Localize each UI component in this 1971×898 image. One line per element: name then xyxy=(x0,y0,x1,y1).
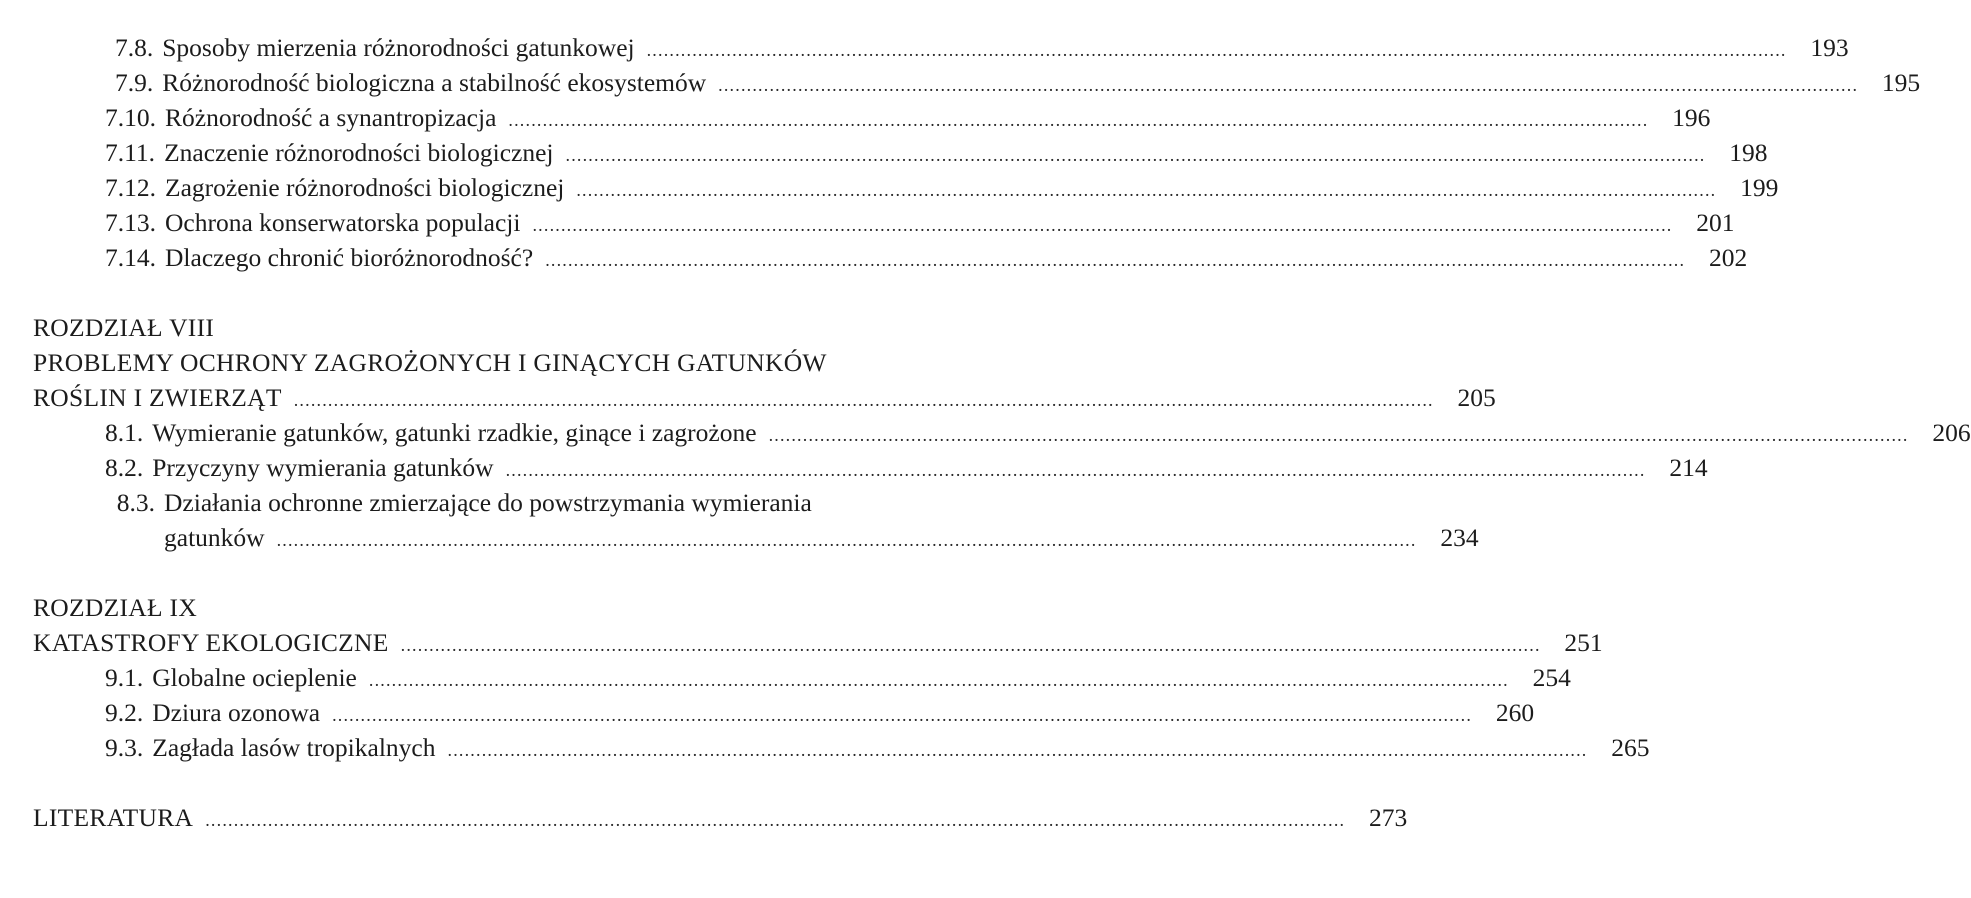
dot-leader: ........................................................................................................................................................................................................ xyxy=(646,40,1787,60)
dot-leader: ........................................................................................................................................................................................................ xyxy=(447,740,1588,760)
page-number: 193 xyxy=(1810,33,1849,62)
section-number: 7.9. xyxy=(115,68,154,97)
page-number: 202 xyxy=(1708,243,1748,272)
section-title: Ochrona konserwatorska populacji xyxy=(165,208,521,237)
dot-leader: ........................................................................................................................................................................................................ xyxy=(293,390,1434,410)
page-number: 260 xyxy=(1495,698,1535,727)
toc-entry-9-2[interactable] xyxy=(0,695,1535,731)
dot-leader: ........................................................................................................................................................................................................ xyxy=(532,215,1673,235)
toc-entry-8-1[interactable] xyxy=(0,415,1971,451)
chapter-8-title-line2: ROŚLIN I ZWIERZĄT xyxy=(33,383,282,412)
toc-entry-7-10[interactable] xyxy=(0,100,1711,136)
page-number: 254 xyxy=(1532,663,1571,692)
section-number: 7.14. xyxy=(105,243,156,272)
toc-entry-7-12[interactable] xyxy=(0,170,1779,206)
toc-entry-chapter-8[interactable] xyxy=(0,380,1496,416)
section-number: 7.11. xyxy=(105,138,156,167)
section-title: Różnorodność biologiczna a stabilność ekosystemów xyxy=(162,68,707,97)
dot-leader: ........................................................................................................................................................................................................ xyxy=(332,705,1473,725)
section-number: 9.2. xyxy=(105,698,144,727)
dot-leader: ........................................................................................................................................................................................................ xyxy=(718,75,1859,95)
section-number: 9.3. xyxy=(105,733,144,762)
toc-entry-8-3-line2[interactable] xyxy=(0,520,1479,556)
toc-entry-7-8[interactable] xyxy=(0,30,1849,66)
toc-entry-7-9[interactable] xyxy=(0,65,1921,101)
page-number: 196 xyxy=(1672,103,1711,132)
section-title: Dziura ozonowa xyxy=(152,698,321,727)
page-number: 206 xyxy=(1932,418,1971,447)
chapter-8-label: ROZDZIAŁ VIII xyxy=(33,313,215,342)
section-title: Przyczyny wymierania gatunków xyxy=(152,453,494,482)
dot-leader: ........................................................................................................................................................................................................ xyxy=(565,145,1706,165)
section-title: Różnorodność a synantropizacja xyxy=(165,103,497,132)
section-title: Zagłada lasów tropikalnych xyxy=(152,733,436,762)
toc-entry-literatura[interactable] xyxy=(0,800,1408,836)
toc-entry-7-11[interactable] xyxy=(0,135,1768,171)
section-number: 7.12. xyxy=(105,173,156,202)
dot-leader: ........................................................................................................................................................................................................ xyxy=(205,810,1346,830)
section-number: 8.2. xyxy=(105,453,144,482)
dot-leader: ........................................................................................................................................................................................................ xyxy=(768,425,1909,445)
page-number: 201 xyxy=(1696,208,1735,237)
section-title-line2: gatunków xyxy=(164,523,265,552)
toc-entry-9-3[interactable] xyxy=(0,730,1650,766)
page-number: 214 xyxy=(1669,453,1708,482)
section-title: Znaczenie różnorodności biologicznej xyxy=(164,138,554,167)
page-number: 195 xyxy=(1881,68,1921,97)
section-title: Globalne ocieplenie xyxy=(152,663,357,692)
toc-entry-7-13[interactable] xyxy=(0,205,1735,241)
toc-entry-8-2[interactable] xyxy=(0,450,1708,486)
section-title: Dlaczego chronić bioróżnorodność? xyxy=(165,243,534,272)
page-number: 234 xyxy=(1440,523,1479,552)
chapter-9-label: ROZDZIAŁ IX xyxy=(33,593,198,622)
section-title-line1: Działania ochronne zmierzające do powstrzymania wymierania xyxy=(164,488,812,517)
section-number: 8.3. xyxy=(116,488,155,517)
page-number: 198 xyxy=(1729,138,1768,167)
page-number: 251 xyxy=(1564,628,1603,657)
page-number: 205 xyxy=(1457,383,1496,412)
dot-leader: ........................................................................................................................................................................................................ xyxy=(368,670,1509,690)
section-title: Wymieranie gatunków, gatunki rzadkie, ginące i zagrożone xyxy=(152,418,757,447)
section-title: Sposoby mierzenia różnorodności gatunkowej xyxy=(162,33,635,62)
toc-entry-8-3-line1[interactable] xyxy=(0,485,1124,521)
dot-leader: ........................................................................................................................................................................................................ xyxy=(576,180,1717,200)
page-number: 273 xyxy=(1368,803,1408,832)
page-number: 199 xyxy=(1740,173,1779,202)
dot-leader: ........................................................................................................................................................................................................ xyxy=(505,460,1646,480)
toc-entry-7-14[interactable] xyxy=(0,240,1748,276)
section-title: Zagrożenie różnorodności biologicznej xyxy=(165,173,565,202)
toc-entry-9-1[interactable] xyxy=(0,660,1571,696)
section-number: 7.10. xyxy=(105,103,156,132)
dot-leader: ........................................................................................................................................................................................................ xyxy=(276,530,1417,550)
dot-leader: ........................................................................................................................................................................................................ xyxy=(400,635,1541,655)
dot-leader: ........................................................................................................................................................................................................ xyxy=(545,250,1686,270)
section-number: 9.1. xyxy=(105,663,144,692)
toc-entry-chapter-9[interactable] xyxy=(0,625,1603,661)
section-number: 8.1. xyxy=(105,418,144,447)
chapter-9-title: KATASTROFY EKOLOGICZNE xyxy=(33,628,389,657)
page-number: 265 xyxy=(1611,733,1650,762)
literatura-title: LITERATURA xyxy=(33,803,194,832)
dot-leader: ........................................................................................................................................................................................................ xyxy=(508,110,1649,130)
section-number: 7.13. xyxy=(105,208,156,237)
chapter-8-title-line1: PROBLEMY OCHRONY ZAGROŻONYCH I GINĄCYCH GATUNKÓW xyxy=(33,348,827,377)
section-number: 7.8. xyxy=(115,33,154,62)
